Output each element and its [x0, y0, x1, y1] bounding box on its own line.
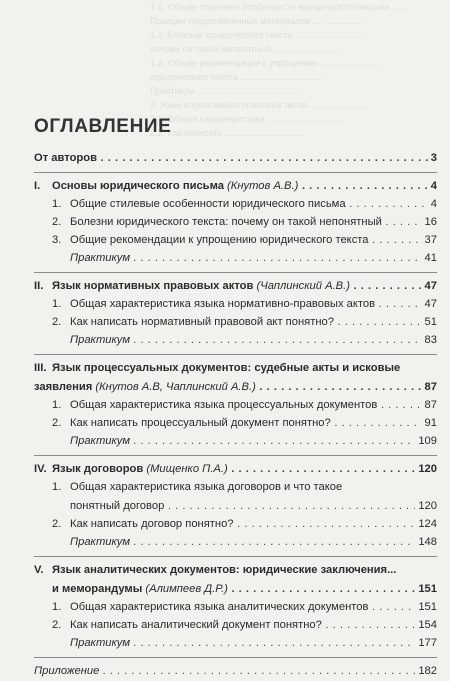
section-authors: (Чаплинский А.В.)	[256, 280, 350, 292]
item-title: Как написать договор понятно?	[70, 518, 234, 530]
toc-item[interactable]	[34, 214, 437, 232]
section-title: Язык аналитических документов: юридические заключения...	[52, 564, 397, 576]
item-title: Общие рекомендации к упрощению юридического текста	[70, 234, 369, 246]
section-title-cont: и меморандумы	[52, 583, 143, 595]
page-number: 87	[422, 399, 437, 411]
page-number: 37	[422, 234, 437, 246]
item-number: 2.	[52, 619, 62, 631]
page-number: 151	[415, 601, 437, 613]
item-title: Общая характеристика языка процессуальных документов	[70, 399, 378, 411]
page-number: 182	[415, 665, 437, 677]
toc-practice[interactable]	[34, 250, 437, 268]
section-number: I.	[34, 180, 41, 192]
page-number: 41	[422, 252, 437, 264]
practice-label: Практикум	[70, 536, 131, 548]
section-title: Язык договоров	[52, 463, 144, 475]
divider	[34, 172, 437, 173]
divider	[34, 657, 437, 658]
section-authors: (Мищенко П.А.)	[146, 463, 228, 475]
page-number: 154	[415, 619, 437, 631]
item-number: 1.	[52, 399, 62, 411]
divider	[34, 272, 437, 273]
toc-item[interactable]	[34, 232, 437, 250]
item-title: Общая характеристика языка нормативно-правовых актов	[70, 298, 376, 310]
page-number: 151	[415, 583, 437, 595]
item-number: 2.	[52, 316, 62, 328]
toc-item[interactable]	[34, 498, 437, 516]
practice-label: Практикум	[70, 435, 131, 447]
divider	[34, 354, 437, 355]
toc-item[interactable]	[34, 397, 437, 415]
toc-item[interactable]	[34, 617, 437, 635]
section-number: IV.	[34, 463, 47, 475]
bleed-through-text: 1.1. Общие стилевые особенности юридического письма ...... Позиции представленных материалов ... ................ 1.2. Болезни юридического текста ........................... почему он такой непонятный ........................... 1.3. Общие рекомендации к упрощению ....................... юридического текста .................................. Практикум .......................................... 2. Язык нормативных правовых актов ....................... 2.1. Общая характеристика ............................... 2.2. Как написать ................................	[150, 2, 407, 138]
table-of-contents	[34, 150, 437, 681]
page-number: 148	[415, 536, 437, 548]
item-title: Как написать аналитический документ понятно?	[70, 619, 322, 631]
section-title-cont: заявления	[34, 381, 93, 393]
item-title: Как написать нормативный правовой акт понятно?	[70, 316, 334, 328]
page-number: 83	[422, 334, 437, 346]
toc-section-5-line1[interactable]	[34, 562, 437, 581]
page-number: 4	[428, 180, 437, 192]
toc-section-5[interactable]	[34, 581, 437, 599]
page-number: 177	[415, 637, 437, 649]
item-number: 1.	[52, 298, 62, 310]
item-number: 2.	[52, 417, 62, 429]
page-title: ОГЛАВЛЕНИЕ	[34, 116, 172, 137]
toc-practice[interactable]	[34, 433, 437, 451]
toc-practice[interactable]	[34, 332, 437, 350]
toc-item[interactable]	[34, 599, 437, 617]
toc-item[interactable]	[34, 314, 437, 332]
toc-section-4[interactable]	[34, 461, 437, 479]
practice-label: Практикум	[70, 252, 131, 264]
section-title: Основы юридического письма	[52, 180, 224, 192]
section-number: V.	[34, 564, 44, 576]
toc-item[interactable]	[34, 415, 437, 433]
appendix-label: Приложение	[34, 665, 100, 677]
item-number: 3.	[52, 234, 62, 246]
item-number: 1.	[52, 481, 62, 493]
item-number: 2.	[52, 216, 62, 228]
page-number: 47	[422, 298, 437, 310]
toc-practice[interactable]	[34, 635, 437, 653]
divider	[34, 556, 437, 557]
page-number: 47	[422, 280, 437, 292]
page-number: 124	[415, 518, 437, 530]
practice-label: Практикум	[70, 637, 131, 649]
toc-item[interactable]	[34, 196, 437, 214]
section-authors: (Кнутов А.В.)	[227, 180, 299, 192]
item-number: 2.	[52, 518, 62, 530]
toc-item-line1[interactable]	[34, 479, 437, 498]
page-number: 16	[422, 216, 437, 228]
page-number: 87	[422, 381, 437, 393]
item-title: Болезни юридического текста: почему он такой непонятный	[70, 216, 382, 228]
page-number: 51	[422, 316, 437, 328]
page-number: 120	[415, 463, 437, 475]
item-title: Как написать процессуальный документ понятно?	[70, 417, 331, 429]
divider	[34, 455, 437, 456]
toc-item[interactable]	[34, 296, 437, 314]
item-number: 1.	[52, 601, 62, 613]
page-number: 109	[415, 435, 437, 447]
item-number: 1.	[52, 198, 62, 210]
toc-appendix[interactable]	[34, 663, 437, 681]
item-title: Общая характеристика языка договоров и что такое	[70, 481, 343, 493]
practice-label: Практикум	[70, 334, 131, 346]
item-title: Общая характеристика языка аналитических документов	[70, 601, 369, 613]
section-number: III.	[34, 362, 47, 374]
page-number: 4	[428, 198, 437, 210]
section-title: Язык нормативных правовых актов	[52, 280, 254, 292]
item-title-cont: понятный договор	[70, 500, 165, 512]
section-number: II.	[34, 280, 44, 292]
entry-label: От авторов	[34, 152, 97, 164]
toc-item[interactable]	[34, 516, 437, 534]
page-number: 91	[422, 417, 437, 429]
toc-practice[interactable]	[34, 534, 437, 552]
section-title: Язык процессуальных документов: судебные акты и исковые	[52, 362, 401, 374]
toc-section-1[interactable]	[34, 178, 437, 196]
toc-section-2[interactable]	[34, 278, 437, 296]
section-authors: (Алимпеев Д.Р.)	[145, 583, 228, 595]
toc-section-3[interactable]	[34, 379, 437, 397]
section-authors: (Кнутов А.В, Чаплинский А.В.)	[95, 381, 256, 393]
toc-section-3-line1[interactable]	[34, 360, 437, 379]
item-title: Общие стилевые особенности юридического письма	[70, 198, 346, 210]
page-number: 120	[415, 500, 437, 512]
page-number: 3	[428, 152, 437, 164]
toc-entry-authors[interactable]	[34, 150, 437, 168]
